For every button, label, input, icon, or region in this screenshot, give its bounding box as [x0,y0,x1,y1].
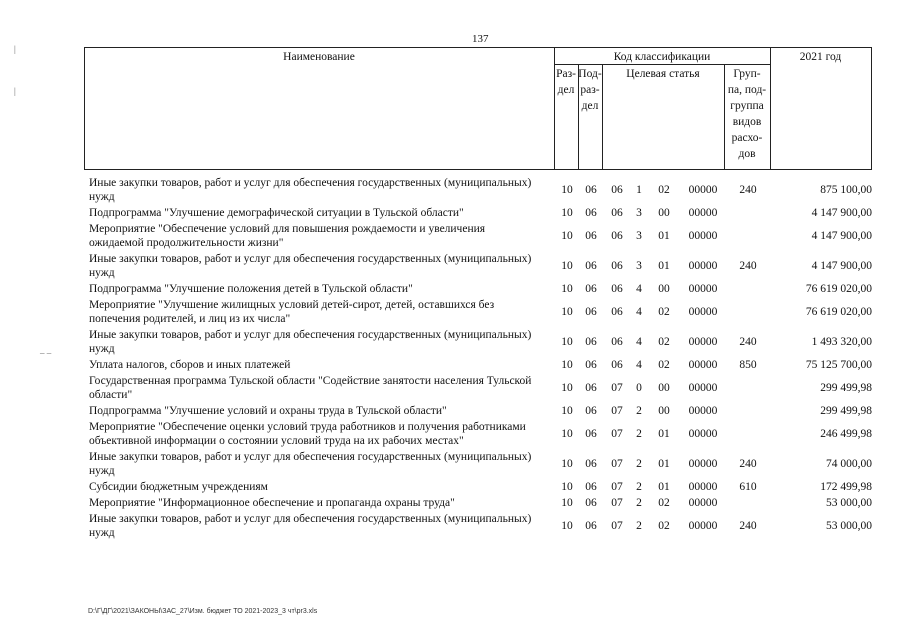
target-part3-cell: 02 [658,359,670,371]
target-part1-cell: 06 [611,306,623,318]
target-part1-cell: 07 [611,458,623,470]
podrazdel-cell: 06 [585,520,597,532]
target-part3-cell: 02 [658,336,670,348]
target-part3-cell: 02 [658,184,670,196]
amount-cell: 875 100,00 [820,184,872,196]
header-year: 2021 год [799,51,842,63]
podrazdel-cell: 06 [585,336,597,348]
row-name: Государственная программа Тульской области "Содействие занятости населения Тульской области" [89,375,532,401]
podrazdel-cell: 06 [585,481,597,493]
header-group: Груп- па, под- группа видов расхо- дов [727,68,767,160]
header-name: Наименование [283,51,355,63]
target-part4-cell: 00000 [688,458,718,470]
row-name: Мероприятие "Информационное обеспечение и пропаганда охраны труда" [89,497,455,509]
table-row [84,357,872,373]
target-part2-cell: 4 [636,306,642,318]
amount-cell: 172 499,98 [820,481,872,493]
header-target: Целевая статья [626,68,700,80]
row-name: Иные закупки товаров, работ и услуг для обеспечения государственных (муниципальных) нужд [89,329,532,355]
target-part3-cell: 01 [658,481,670,493]
podrazdel-cell: 06 [585,260,597,272]
row-name: Иные закупки товаров, работ и услуг для обеспечения государственных (муниципальных) нужд [89,177,532,203]
row-name: Подпрограмма "Улучшение условий и охраны труда в Тульской области" [89,405,447,417]
row-name: Мероприятие "Обеспечение условий для повышения рождаемости и увеличения ожидаемой продолжительности жизни" [89,223,486,249]
target-part2-cell: 1 [636,184,642,196]
amount-cell: 75 125 700,00 [805,359,872,371]
target-part2-cell: 2 [636,520,642,532]
amount-cell: 53 000,00 [826,520,872,532]
target-part4-cell: 00000 [688,428,718,440]
group-cell: 240 [739,458,757,470]
group-cell: 240 [739,184,757,196]
amount-cell: 53 000,00 [826,497,872,509]
amount-cell: 4 147 900,00 [811,230,872,242]
target-part2-cell: 2 [636,405,642,417]
row-name: Мероприятие "Улучшение жилищных условий детей-сирот, детей, оставшихся без попечения родителей, и лиц из их числа" [89,299,495,325]
target-part2-cell: 4 [636,359,642,371]
header-code: Код классификации [613,51,711,63]
target-part2-cell: 0 [636,382,642,394]
podrazdel-cell: 06 [585,207,597,219]
razdel-cell: 10 [561,405,573,417]
row-name: Иные закупки товаров, работ и услуг для обеспечения государственных (муниципальных) нужд [89,451,532,477]
page-number: 137 [472,33,489,45]
razdel-cell: 10 [561,306,573,318]
amount-cell: 4 147 900,00 [811,207,872,219]
podrazdel-cell: 06 [585,405,597,417]
target-part3-cell: 00 [658,283,670,295]
table-row [84,403,872,419]
table-body [84,175,872,541]
razdel-cell: 10 [561,207,573,219]
target-part4-cell: 00000 [688,283,718,295]
target-part4-cell: 00000 [688,359,718,371]
group-cell: 240 [739,336,757,348]
razdel-cell: 10 [561,336,573,348]
podrazdel-cell: 06 [585,306,597,318]
razdel-cell: 10 [561,382,573,394]
amount-cell: 76 619 020,00 [805,283,872,295]
table-row [84,419,872,449]
target-part2-cell: 3 [636,230,642,242]
target-part3-cell: 01 [658,428,670,440]
table-row [84,251,872,281]
podrazdel-cell: 06 [585,497,597,509]
target-part1-cell: 06 [611,260,623,272]
group-cell: 850 [739,359,757,371]
group-cell: 240 [739,260,757,272]
target-part1-cell: 06 [611,184,623,196]
target-part4-cell: 00000 [688,207,718,219]
table-row [84,281,872,297]
podrazdel-cell: 06 [585,283,597,295]
target-part1-cell: 06 [611,336,623,348]
amount-cell: 299 499,98 [820,382,872,394]
podrazdel-cell: 06 [585,184,597,196]
target-part3-cell: 01 [658,458,670,470]
row-name: Субсидии бюджетным учреждениям [89,481,268,493]
header-podrazdel: Под- раз- дел [578,68,602,112]
podrazdel-cell: 06 [585,428,597,440]
razdel-cell: 10 [561,520,573,532]
header-rule [84,48,85,169]
podrazdel-cell: 06 [585,230,597,242]
razdel-cell: 10 [561,428,573,440]
target-part1-cell: 07 [611,497,623,509]
target-part3-cell: 02 [658,306,670,318]
table-row [84,511,872,541]
amount-cell: 74 000,00 [826,458,872,470]
amount-cell: 4 147 900,00 [811,260,872,272]
target-part1-cell: 07 [611,481,623,493]
target-part4-cell: 00000 [688,481,718,493]
target-part1-cell: 07 [611,405,623,417]
header-razdel: Раз- дел [556,68,576,96]
razdel-cell: 10 [561,283,573,295]
target-part3-cell: 01 [658,230,670,242]
target-part4-cell: 00000 [688,230,718,242]
target-part1-cell: 07 [611,382,623,394]
target-part3-cell: 00 [658,405,670,417]
row-name: Иные закупки товаров, работ и услуг для обеспечения государственных (муниципальных) нужд [89,253,532,279]
razdel-cell: 10 [561,184,573,196]
razdel-cell: 10 [561,481,573,493]
row-name: Подпрограмма "Улучшение положения детей в Тульской области" [89,283,413,295]
target-part2-cell: 2 [636,458,642,470]
row-name: Мероприятие "Обеспечение оценки условий труда работников и получения работниками объективной информации о состоянии условий труда на их рабочих местах" [89,421,526,447]
target-part1-cell: 06 [611,283,623,295]
target-part2-cell: 2 [636,428,642,440]
target-part2-cell: 3 [636,260,642,272]
table-row [84,221,872,251]
table-row [84,373,872,403]
razdel-cell: 10 [561,458,573,470]
razdel-cell: 10 [561,260,573,272]
razdel-cell: 10 [561,359,573,371]
target-part1-cell: 06 [611,207,623,219]
target-part2-cell: 2 [636,481,642,493]
margin-mark: | [14,86,16,96]
target-part3-cell: 00 [658,207,670,219]
table-row [84,449,872,479]
row-name: Иные закупки товаров, работ и услуг для обеспечения государственных (муниципальных) нужд [89,513,532,539]
row-name: Подпрограмма "Улучшение демографической ситуации в Тульской области" [89,207,464,219]
target-part1-cell: 06 [611,230,623,242]
target-part3-cell: 01 [658,260,670,272]
target-part2-cell: 4 [636,283,642,295]
header-rule [871,48,872,169]
target-part4-cell: 00000 [688,260,718,272]
podrazdel-cell: 06 [585,382,597,394]
podrazdel-cell: 06 [585,359,597,371]
target-part4-cell: 00000 [688,382,718,394]
group-cell: 610 [739,481,757,493]
amount-cell: 1 493 320,00 [811,336,872,348]
target-part4-cell: 00000 [688,520,718,532]
margin-mark: – – [40,348,52,358]
table-row [84,297,872,327]
margin-mark: | [14,44,16,54]
row-name: Уплата налогов, сборов и иных платежей [89,359,291,371]
target-part4-cell: 00000 [688,336,718,348]
target-part2-cell: 4 [636,336,642,348]
amount-cell: 299 499,98 [820,405,872,417]
target-part4-cell: 00000 [688,405,718,417]
target-part3-cell: 02 [658,520,670,532]
group-cell: 240 [739,520,757,532]
razdel-cell: 10 [561,497,573,509]
target-part2-cell: 2 [636,497,642,509]
target-part4-cell: 00000 [688,497,718,509]
target-part1-cell: 06 [611,359,623,371]
header-rule [770,48,771,169]
table-header [84,47,872,170]
table-row [84,495,872,511]
table-row [84,479,872,495]
podrazdel-cell: 06 [585,458,597,470]
target-part3-cell: 00 [658,382,670,394]
razdel-cell: 10 [561,230,573,242]
target-part4-cell: 00000 [688,306,718,318]
target-part1-cell: 07 [611,428,623,440]
target-part1-cell: 07 [611,520,623,532]
table-row [84,327,872,357]
table-row [84,205,872,221]
amount-cell: 76 619 020,00 [805,306,872,318]
amount-cell: 246 499,98 [820,428,872,440]
table-row [84,175,872,205]
file-path: D:\Г\ДГ\2021\ЗАКОНЫ\ЗАС_27\Изм. бюджет ТО 2021-2023_3 чт\pr3.xls [88,608,318,615]
target-part3-cell: 02 [658,497,670,509]
target-part2-cell: 3 [636,207,642,219]
target-part4-cell: 00000 [688,184,718,196]
